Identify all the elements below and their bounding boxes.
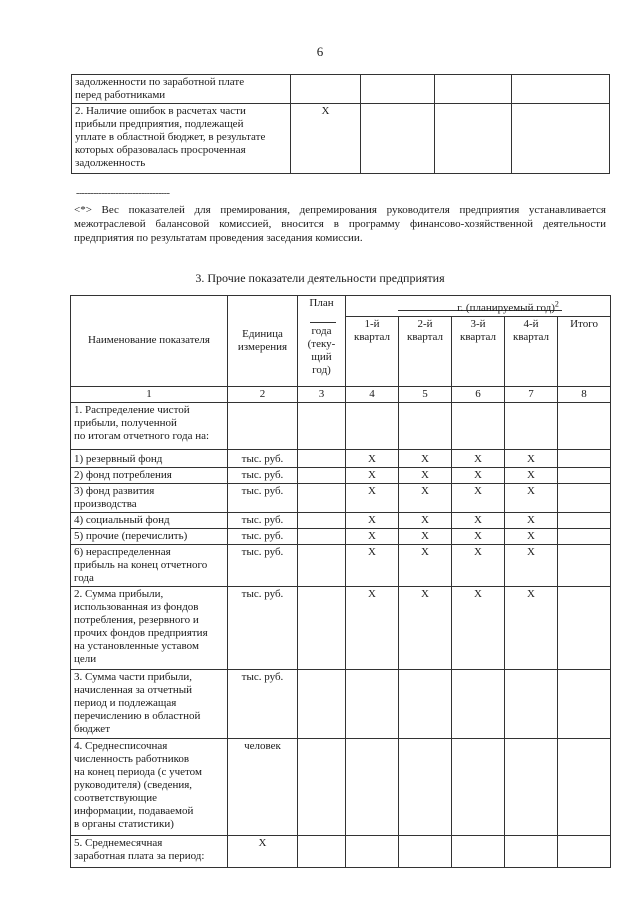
table-row [71,512,611,528]
value-cell: Х [399,528,452,544]
indicator-name-cell: 4) социальный фонд [71,512,228,528]
value-cell [399,835,452,867]
value-cell [298,669,346,738]
value-cell: Х [505,586,558,669]
indicators-table [70,295,611,868]
value-cell: Х [505,483,558,512]
table-row [71,449,611,467]
table-row [71,669,611,738]
value-cell [346,402,399,449]
value-cell [399,738,452,835]
value-cell: Х [346,483,399,512]
value-cell [298,544,346,586]
table-cell [435,75,512,104]
value-cell [505,669,558,738]
table-row [71,402,611,449]
column-number-row [71,386,611,402]
value-cell: Х [346,512,399,528]
column-header-total: Итого [558,316,611,386]
plan-year-label: года (теку- щий год) [307,325,336,376]
table-row [71,544,611,586]
value-cell: Х [452,544,505,586]
unit-cell: Х [228,835,298,867]
indicator-name-cell: 3. Сумма части прибыли, начисленная за отчетный период и подлежащая перечислению в областной бюджет [71,669,228,738]
table-cell [361,75,435,104]
value-cell [399,402,452,449]
value-cell: Х [505,544,558,586]
value-cell [298,467,346,483]
table-row [72,104,610,174]
value-cell [346,835,399,867]
value-cell: Х [346,449,399,467]
unit-cell: тыс. руб. [228,669,298,738]
indicator-name-cell: 1. Распределение чистой прибыли, полученной по итогам отчетного года на: [71,402,228,449]
value-cell: Х [505,512,558,528]
value-cell: Х [505,528,558,544]
column-header-q3: 3-й квартал [452,316,505,386]
column-number: 6 [452,386,505,402]
value-cell [452,738,505,835]
value-cell: Х [452,449,505,467]
table-row [71,738,611,835]
value-cell [298,586,346,669]
value-cell [558,544,611,586]
value-cell [558,449,611,467]
table-row [71,467,611,483]
value-cell: Х [399,586,452,669]
value-cell [399,669,452,738]
table-row [72,75,610,104]
continuation-table [71,74,610,174]
indicator-name-cell: 2. Наличие ошибок в расчетах части прибыли предприятия, подлежащей уплате в областной бюджет, в результате которых образовалась просроченная задолженность [72,104,291,174]
plan-year-blank [310,322,336,323]
unit-cell: тыс. руб. [228,544,298,586]
year-label: г. (планируемый год)$^2$ [457,299,559,314]
unit-cell: тыс. руб. [228,512,298,528]
value-cell [558,512,611,528]
value-cell: Х [399,512,452,528]
value-cell: Х [346,544,399,586]
value-cell: Х [399,483,452,512]
unit-cell: человек [228,738,298,835]
value-cell: Х [452,483,505,512]
table-cell [435,104,512,174]
column-header-unit: Единица измерения [228,296,298,387]
indicators-body [71,402,611,867]
unit-cell: тыс. руб. [228,467,298,483]
unit-cell: тыс. руб. [228,483,298,512]
value-cell [298,402,346,449]
value-cell: Х [399,467,452,483]
value-cell [558,483,611,512]
value-cell: Х [452,512,505,528]
value-cell [558,528,611,544]
value-cell: Х [452,528,505,544]
column-header-plan [298,296,346,387]
unit-cell: тыс. руб. [228,528,298,544]
unit-cell: тыс. руб. [228,586,298,669]
value-cell [298,738,346,835]
table-cell: Х [291,104,361,174]
column-number: 4 [346,386,399,402]
indicator-name-cell: 5. Среднемесячная заработная плата за период: [71,835,228,867]
indicator-name-cell: 1) резервный фонд [71,449,228,467]
table-row [71,528,611,544]
table-cell [512,104,610,174]
value-cell [558,586,611,669]
unit-cell [228,402,298,449]
value-cell [505,738,558,835]
column-header-q1: 1-й квартал [346,316,399,386]
unit-cell: тыс. руб. [228,449,298,467]
value-cell: Х [346,528,399,544]
column-number: 5 [399,386,452,402]
value-cell [558,467,611,483]
table-cell [291,75,361,104]
column-number: 3 [298,386,346,402]
table-header-row [71,296,611,317]
column-number: 1 [71,386,228,402]
value-cell [558,402,611,449]
value-cell [452,835,505,867]
column-number: 7 [505,386,558,402]
value-cell [298,449,346,467]
value-cell: Х [505,449,558,467]
page-number: 6 [316,44,324,59]
footnote: <*> Вес показателей для премирования, депремирования руководителя предприятия устанавливается межотраслевой балансовой комиссией, вносится в программу финансово-хозяйственной деятельности предприятия по результатам проведения заседания комиссии. [74,204,606,244]
column-header-q2: 2-й квартал [399,316,452,386]
value-cell [298,528,346,544]
footnote-separator: --------------------------------- [76,188,170,199]
column-header-name: Наименование показателя [71,296,228,387]
indicator-name-cell: 3) фонд развития производства [71,483,228,512]
value-cell: Х [399,544,452,586]
value-cell [346,669,399,738]
value-cell: Х [452,467,505,483]
indicator-name-cell: 4. Среднесписочная численность работников на конец периода (с учетом руководителя) (сведения, соответствующие информации, подаваемой в органы статистики) [71,738,228,835]
value-cell [558,835,611,867]
section-title: 3. Прочие показатели деятельности предприятия [195,271,445,285]
column-header-q4: 4-й квартал [505,316,558,386]
value-cell: Х [346,467,399,483]
value-cell [298,512,346,528]
value-cell: Х [399,449,452,467]
indicator-name-cell: 2) фонд потребления [71,467,228,483]
value-cell [558,669,611,738]
value-cell [452,669,505,738]
column-header-year [346,296,611,317]
plan-label: План [309,297,334,309]
value-cell [452,402,505,449]
value-cell [298,835,346,867]
table-row [71,586,611,669]
table-row [71,835,611,867]
indicator-name-cell: 6) нераспределенная прибыль на конец отчетного года [71,544,228,586]
value-cell [505,402,558,449]
column-number: 8 [558,386,611,402]
value-cell [558,738,611,835]
value-cell: Х [505,467,558,483]
column-number: 2 [228,386,298,402]
indicator-name-cell: задолженности по заработной плате перед работниками [72,75,291,104]
table-cell [361,104,435,174]
table-cell [512,75,610,104]
value-cell: Х [452,586,505,669]
value-cell [346,738,399,835]
value-cell [298,483,346,512]
value-cell [505,835,558,867]
indicator-name-cell: 2. Сумма прибыли, использованная из фондов потребления, резервного и прочих фондов предприятия на установленные уставом цели [71,586,228,669]
value-cell: Х [346,586,399,669]
table-row [71,483,611,512]
indicator-name-cell: 5) прочие (перечислить) [71,528,228,544]
